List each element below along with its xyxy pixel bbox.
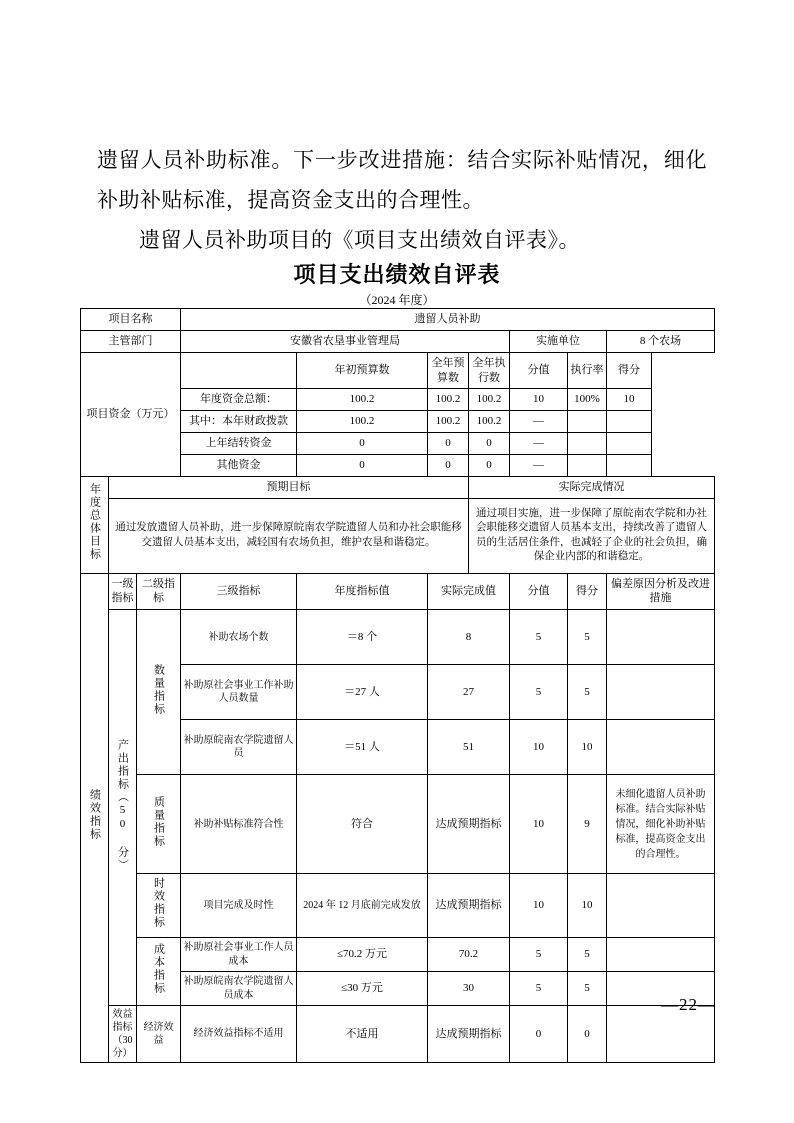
indicator-target: ≤70.2 万元: [297, 938, 428, 972]
indicator-got: 5: [568, 972, 607, 1006]
header-score: 分值: [510, 573, 568, 610]
expected-goal-header: 预期目标: [109, 476, 469, 498]
indicator-actual: 达成预期指标: [428, 775, 510, 874]
indicator-target: 2024 年 12 月底前完成发放: [297, 874, 428, 938]
indicator-analysis: 未细化遗留人员补助标准。结合实际补贴情况，细化补助补贴标准，提高资金支出的合理性。: [607, 775, 715, 874]
fund-row-exec: 100.2: [469, 389, 510, 411]
indicator-target: ≤30 万元: [297, 972, 428, 1006]
economic-label: 经济效益: [137, 1006, 181, 1063]
output-label: 产出指标（50 分）: [109, 610, 137, 1006]
indicator-actual: 达成预期指标: [428, 874, 510, 938]
annual-goal-label: 年度总体目标: [81, 476, 109, 573]
indicator-score: 5: [510, 665, 568, 720]
header-level2: 二级指标: [137, 573, 181, 610]
table-row-project-name: [81, 309, 715, 331]
funds-label: 项目资金（万元）: [81, 352, 181, 476]
fund-header-got: 得分: [607, 352, 652, 389]
fund-row-annual: 0: [428, 433, 469, 455]
table-row-quality: [81, 775, 715, 874]
expected-goal-text: 通过发放遗留人员补助，进一步保障原皖南农学院遗留人员和办社会职能移交遗留人员基本支出，减轻国有农场负担，维护农垦和谐稳定。: [109, 498, 469, 573]
fund-row-name: 其他资金: [181, 454, 297, 476]
indicator-level3: 补助补贴标准符合性: [181, 775, 297, 874]
indicator-analysis: [607, 938, 715, 972]
unit-label: 实施单位: [510, 330, 607, 352]
indicator-got: 9: [568, 775, 607, 874]
header-got: 得分: [568, 573, 607, 610]
department-value: 安徽省农垦事业管理局: [181, 330, 510, 352]
table-row-fund-header: [81, 352, 715, 389]
indicator-target: 不适用: [297, 1006, 428, 1063]
indicator-got: 5: [568, 938, 607, 972]
indicator-actual: 30: [428, 972, 510, 1006]
header-level1: 一级指标: [109, 573, 137, 610]
indicator-actual: 51: [428, 720, 510, 775]
indicator-analysis: [607, 720, 715, 775]
header-actual: 实际完成值: [428, 573, 510, 610]
indicator-actual: 27: [428, 665, 510, 720]
fund-row-score: 10: [510, 389, 568, 411]
fund-header-annual-budget: 全年预算数: [428, 352, 469, 389]
fund-row-rate: [568, 433, 607, 455]
indicator-actual: 8: [428, 610, 510, 665]
header-level3: 三级指标: [181, 573, 297, 610]
indicator-level3: 补助原皖南农学院遗留人员: [181, 720, 297, 775]
table-row-benefit: [81, 1006, 715, 1063]
table-row-output-1: [81, 610, 715, 665]
fund-row-rate: [568, 411, 607, 433]
page-subtitle: （2024 年度）: [359, 293, 435, 307]
table-row-indicator-header: [81, 573, 715, 610]
timeliness-label: 时效指标: [137, 874, 181, 938]
fund-row-score: —: [510, 433, 568, 455]
performance-label: 绩效指标: [81, 573, 109, 1063]
fund-row-initial: 0: [297, 433, 428, 455]
fund-row-exec: 100.2: [469, 411, 510, 433]
paragraph-2: 遗留人员补助项目的《项目支出绩效自评表》。: [139, 228, 580, 252]
fund-header-rate: 执行率: [568, 352, 607, 389]
fund-row-initial: 0: [297, 454, 428, 476]
indicator-level3: 经济效益指标不适用: [181, 1006, 297, 1063]
fund-row-annual: 100.2: [428, 411, 469, 433]
page-title: 项目支出绩效自评表: [293, 262, 501, 287]
actual-goal-header: 实际完成情况: [469, 476, 715, 498]
table-row-goal-body: [81, 498, 715, 573]
paragraph-1: 遗留人员补助标准。下一步改进措施：结合实际补贴情况，细化补助补贴标准，提高资金支出的合理性。: [97, 148, 707, 212]
actual-goal-text: 通过项目实施，进一步保障了原皖南农学院和办社会职能移交遗留人员基本支出，持续改善了遗留人员的生活居住条件，也减轻了企业的社会负担，确保企业内部的和谐稳定。: [469, 498, 715, 573]
fund-row-got: [607, 411, 652, 433]
indicator-target: ＝27 人: [297, 665, 428, 720]
fund-row-got: 10: [607, 389, 652, 411]
indicator-got: 10: [568, 874, 607, 938]
indicator-analysis: [607, 874, 715, 938]
indicator-got: 5: [568, 610, 607, 665]
page-number: —22—: [661, 995, 716, 1014]
performance-self-evaluation-table: [80, 308, 715, 1063]
body-text-block: [97, 140, 707, 260]
fund-row-initial: 100.2: [297, 411, 428, 433]
indicator-score: 5: [510, 972, 568, 1006]
indicator-score: 0: [510, 1006, 568, 1063]
indicator-score: 10: [510, 874, 568, 938]
fund-row-name: 上年结转资金: [181, 433, 297, 455]
fund-header-score: 分值: [510, 352, 568, 389]
indicator-score: 10: [510, 720, 568, 775]
indicator-score: 10: [510, 775, 568, 874]
table-row-department: [81, 330, 715, 352]
indicator-target: ＝51 人: [297, 720, 428, 775]
indicator-actual: 70.2: [428, 938, 510, 972]
quality-label: 质量指标: [137, 775, 181, 874]
indicator-level3: 项目完成及时性: [181, 874, 297, 938]
fund-row-initial: 100.2: [297, 389, 428, 411]
fund-row-got: [607, 433, 652, 455]
fund-row-got: [607, 454, 652, 476]
fund-row-name: 年度资金总额：: [181, 389, 297, 411]
fund-header-initial-budget: 年初预算数: [297, 352, 428, 389]
indicator-score: 5: [510, 610, 568, 665]
fund-row-rate: 100%: [568, 389, 607, 411]
quantity-label: 数量指标: [137, 610, 181, 775]
indicator-target: 符合: [297, 775, 428, 874]
table-row-cost-1: [81, 938, 715, 972]
header-target: 年度指标值: [297, 573, 428, 610]
fund-row-annual: 100.2: [428, 389, 469, 411]
indicator-target: ＝8 个: [297, 610, 428, 665]
fund-header-annual-exec: 全年执行数: [469, 352, 510, 389]
fund-row-rate: [568, 454, 607, 476]
table-row-timeliness: [81, 874, 715, 938]
benefit-label: 效益指标（30 分）: [109, 1006, 137, 1063]
indicator-analysis: [607, 610, 715, 665]
fund-row-score: —: [510, 454, 568, 476]
fund-row-name: 其中：本年财政拨款: [181, 411, 297, 433]
table-row-goal-header: [81, 476, 715, 498]
indicator-got: 5: [568, 665, 607, 720]
indicator-actual: 达成预期指标: [428, 1006, 510, 1063]
indicator-got: 0: [568, 1006, 607, 1063]
indicator-got: 10: [568, 720, 607, 775]
indicator-analysis: [607, 665, 715, 720]
indicator-level3: 补助农场个数: [181, 610, 297, 665]
project-name-value: 遗留人员补助: [181, 309, 715, 331]
fund-col-blank: [181, 352, 297, 389]
cost-label: 成本指标: [137, 938, 181, 1006]
department-label: 主管部门: [81, 330, 181, 352]
fund-row-annual: 0: [428, 454, 469, 476]
header-analysis: 偏差原因分析及改进措施: [607, 573, 715, 610]
indicator-level3: 补助原社会事业工作人员成本: [181, 938, 297, 972]
indicator-score: 5: [510, 938, 568, 972]
fund-row-exec: 0: [469, 454, 510, 476]
indicator-level3: 补助原社会事业工作补助人员数量: [181, 665, 297, 720]
project-name-label: 项目名称: [81, 309, 181, 331]
indicator-level3: 补助原皖南农学院遗留人员成本: [181, 972, 297, 1006]
fund-row-exec: 0: [469, 433, 510, 455]
fund-row-score: —: [510, 411, 568, 433]
unit-value: 8 个农场: [607, 330, 715, 352]
